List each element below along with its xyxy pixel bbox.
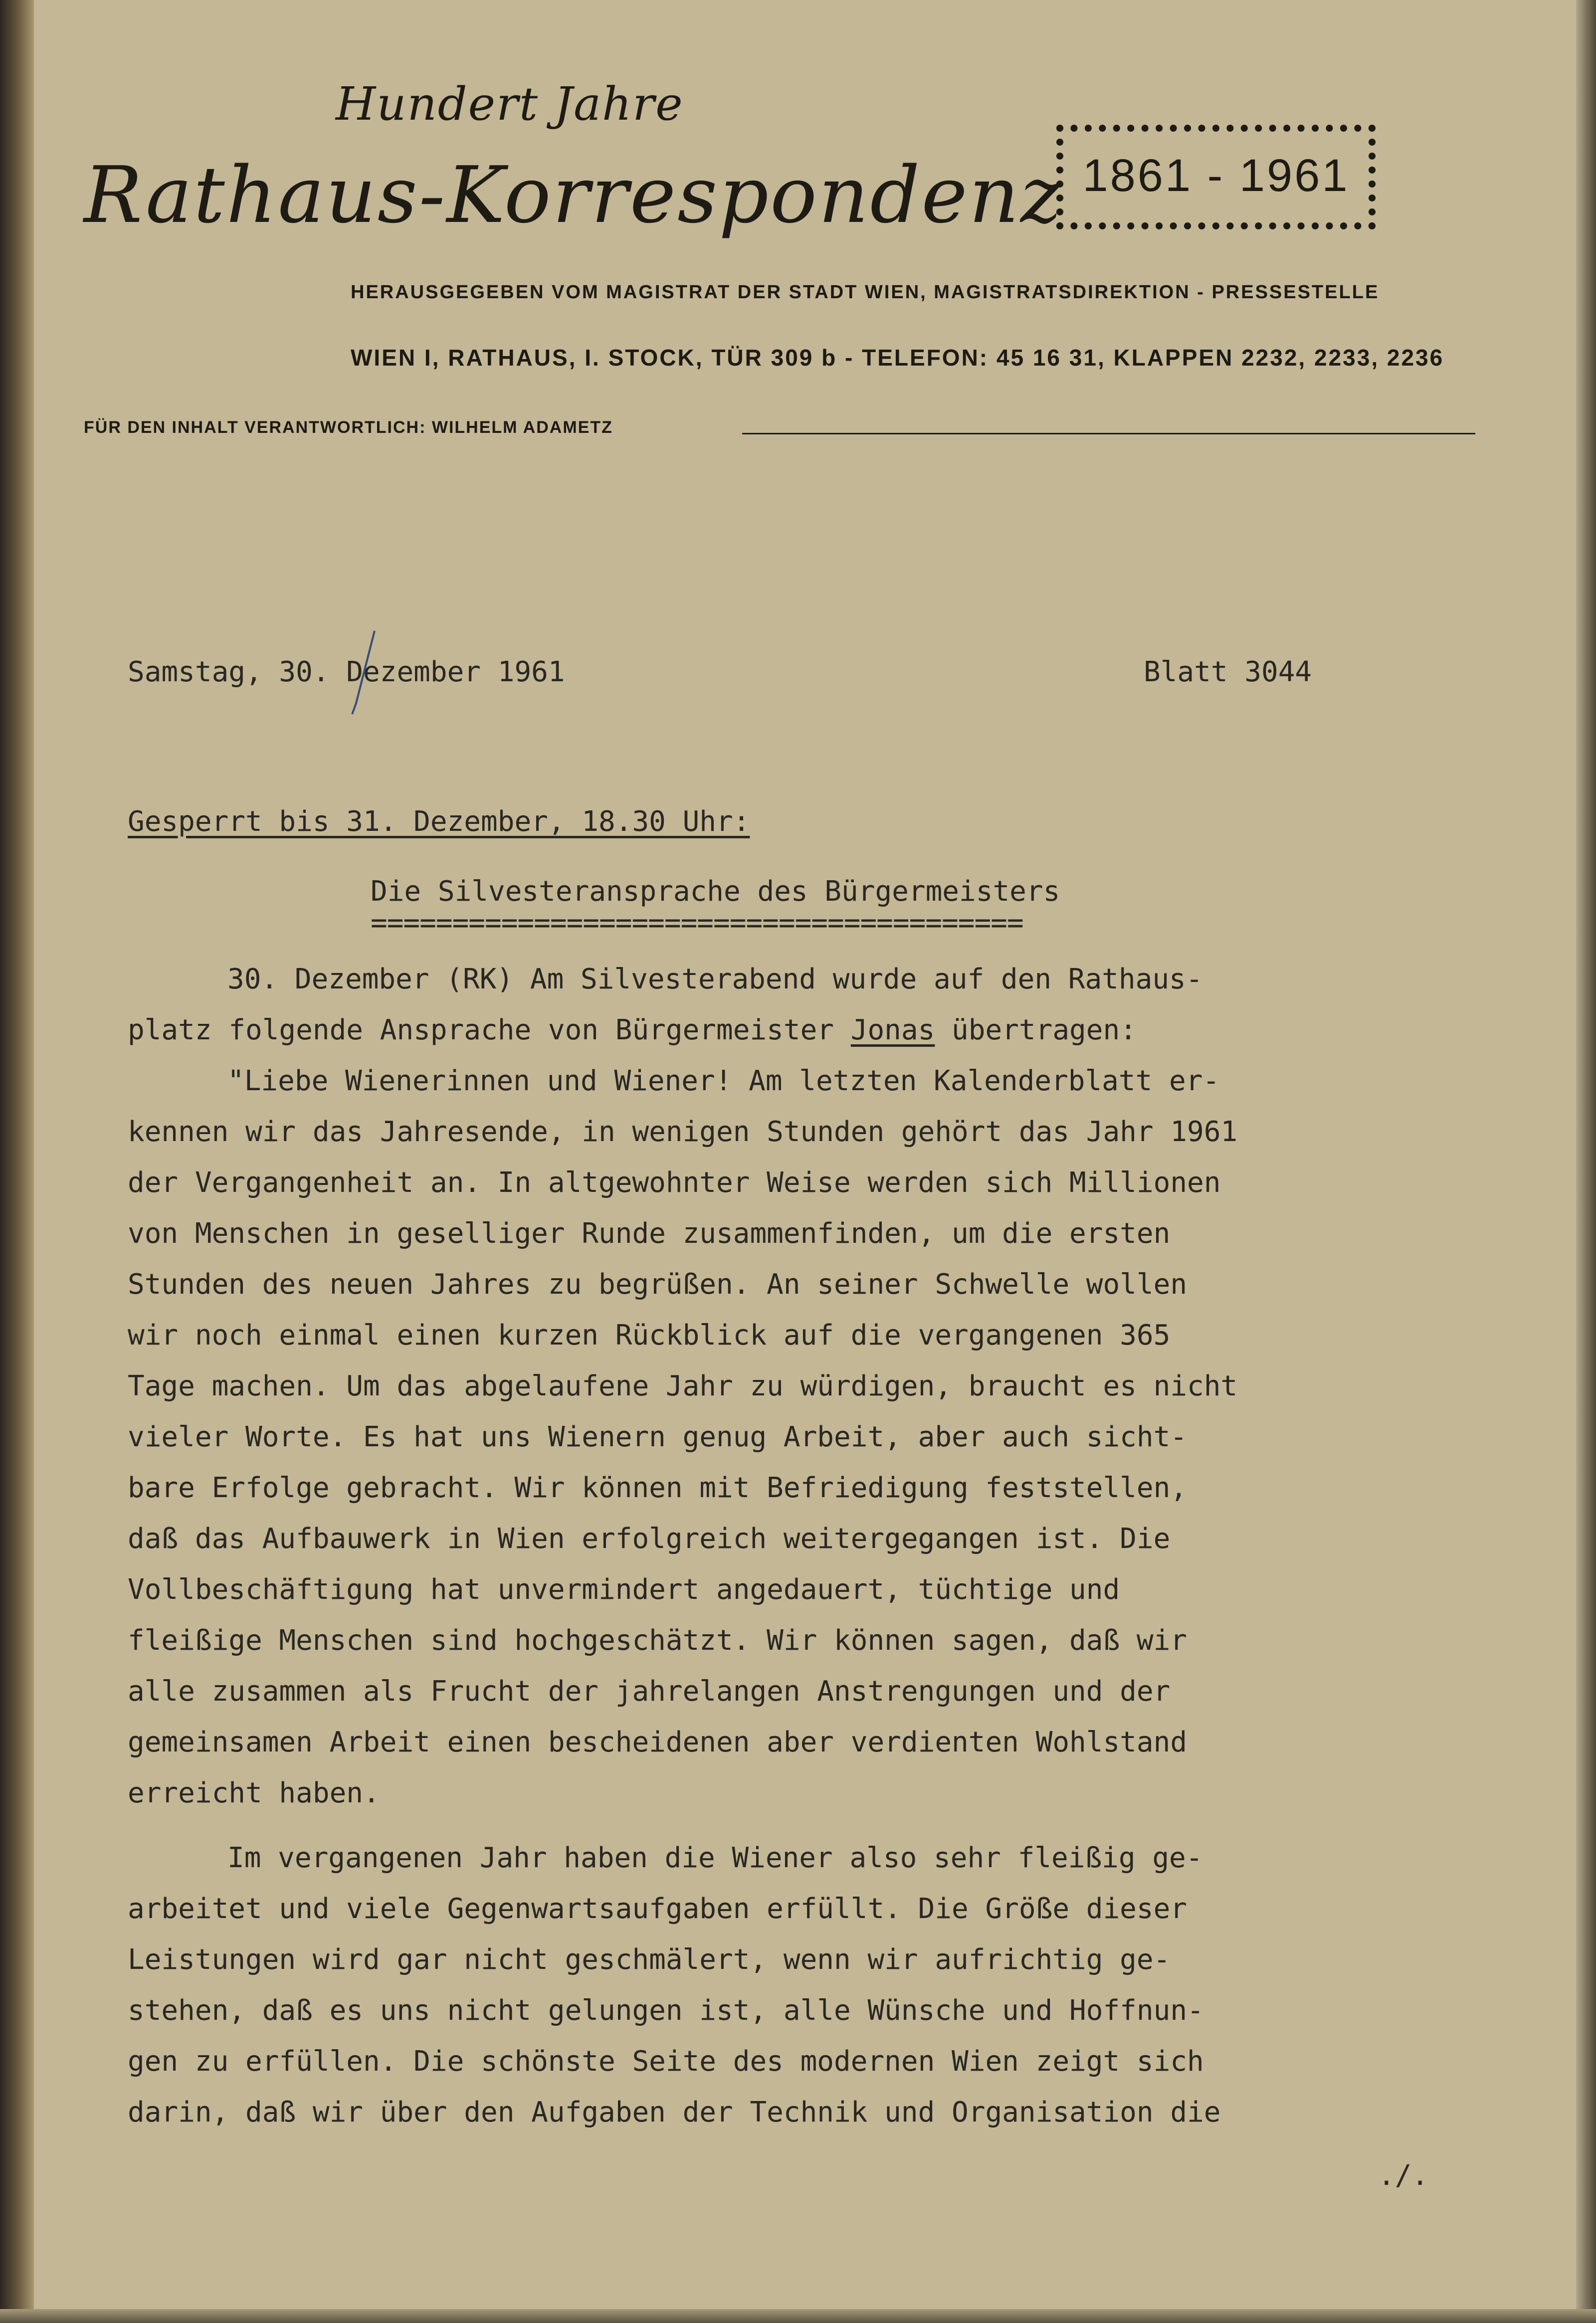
text-segment: platz folgende Ansprache von Bürgermeister [128, 1014, 851, 1046]
text-line: Leistungen wird gar nicht geschmälert, wenn wir aufrichtig ge- [128, 1943, 1171, 1976]
text-line: wir noch einmal einen kurzen Rückblick auf die vergangenen 365 [128, 1319, 1171, 1352]
anniversary-box [1056, 125, 1376, 229]
embargo-notice: Gesperrt bis 31. Dezember, 18.30 Uhr: [128, 805, 750, 838]
sheet-number: Blatt 3044 [1144, 656, 1312, 688]
responsible-editor: FÜR DEN INHALT VERANTWORTLICH: WILHELM ADAMETZ [84, 418, 613, 437]
text-line: arbeitet und viele Gegenwartsaufgaben erfüllt. Die Größe dieser [128, 1893, 1188, 1925]
text-line: von Menschen in geselliger Runde zusammenfinden, um die ersten [128, 1217, 1171, 1250]
text-line: darin, daß wir über den Aufgaben der Technik und Organisation die [128, 2096, 1221, 2129]
mayor-name: Jonas [850, 1014, 935, 1046]
letterhead-subtitle: Hundert Jahre [336, 77, 684, 131]
text-line: daß das Aufbauwerk in Wien erfolgreich weitergegangen ist. Die [128, 1523, 1171, 1555]
text-line: gemeinsamen Arbeit einen bescheidenen aber verdienten Wohlstand [128, 1726, 1188, 1758]
text-line: der Vergangenheit an. In altgewohnter Weise werden sich Millionen [128, 1166, 1221, 1199]
responsible-row [84, 418, 1480, 443]
text-line: fleißige Menschen sind hochgeschätzt. Wir können sagen, daß wir [128, 1624, 1188, 1657]
paragraph-1 [128, 954, 1504, 1819]
text-line: 30. Dezember (RK) Am Silvesterabend wurde auf den Rathaus- [227, 963, 1203, 995]
text-line: gen zu erfüllen. Die schönste Seite des modernen Wien zeigt sich [128, 2045, 1204, 2078]
text-line: Im vergangenen Jahr haben die Wiener also sehr fleißig ge- [227, 1842, 1203, 1874]
publisher-line: HERAUSGEGEBEN VOM MAGISTRAT DER STADT WIEN, MAGISTRATSDIREKTION - PRESSESTELLE [351, 282, 1380, 303]
text-line: "Liebe Wienerinnen und Wiener! Am letzten Kalenderblatt er- [227, 1065, 1220, 1097]
address-line: WIEN I, RATHAUS, I. STOCK, TÜR 309 b - TELEFON: 45 16 31, KLAPPEN 2232, 2233, 2236 [351, 345, 1444, 371]
page-edge-bottom [0, 2309, 1596, 2323]
letterhead-title: Rathaus-Korrespondenz [84, 150, 1063, 240]
text-line [128, 1005, 1504, 1056]
book-binding [0, 0, 34, 2323]
headline: Die Silvesteransprache des Bürgermeisters [371, 875, 1060, 908]
dateline-date: Samstag, 30. Dezember 1961 [128, 656, 565, 688]
text-line: alle zusammen als Frucht der jahrelangen Anstrengungen und der [128, 1675, 1171, 1708]
text-line: Vollbeschäftigung hat unvermindert angedauert, tüchtige und [128, 1573, 1120, 1606]
pen-check-mark [347, 628, 377, 718]
text-line: bare Erfolge gebracht. Wir können mit Befriedigung feststellen, [128, 1472, 1188, 1504]
text-line: kennen wir das Jahresende, in wenigen Stunden gehört das Jahr 1961 [128, 1116, 1238, 1148]
paper-sheet [34, 0, 1576, 2309]
text-line: Stunden des neuen Jahres zu begrüßen. An seiner Schwelle wollen [128, 1268, 1188, 1301]
text-line: vieler Worte. Es hat uns Wienern genug Arbeit, aber auch sicht- [128, 1421, 1188, 1453]
page-edge-right [1576, 0, 1596, 2323]
text-line: erreicht haben. [128, 1777, 380, 1809]
text-line: stehen, daß es uns nicht gelungen ist, alle Wünsche und Hoffnun- [128, 1994, 1204, 2027]
paragraph-2 [128, 1833, 1504, 2138]
responsible-rule [742, 433, 1475, 434]
text-segment: übertragen: [935, 1014, 1137, 1046]
text-line: Tage machen. Um das abgelaufene Jahr zu würdigen, braucht es nicht [128, 1370, 1238, 1402]
headline-double-rule: ======================================== [371, 907, 1023, 939]
continuation-mark: ./. [1378, 2159, 1429, 2192]
anniversary-years: 1861 - 1961 [1082, 150, 1350, 201]
